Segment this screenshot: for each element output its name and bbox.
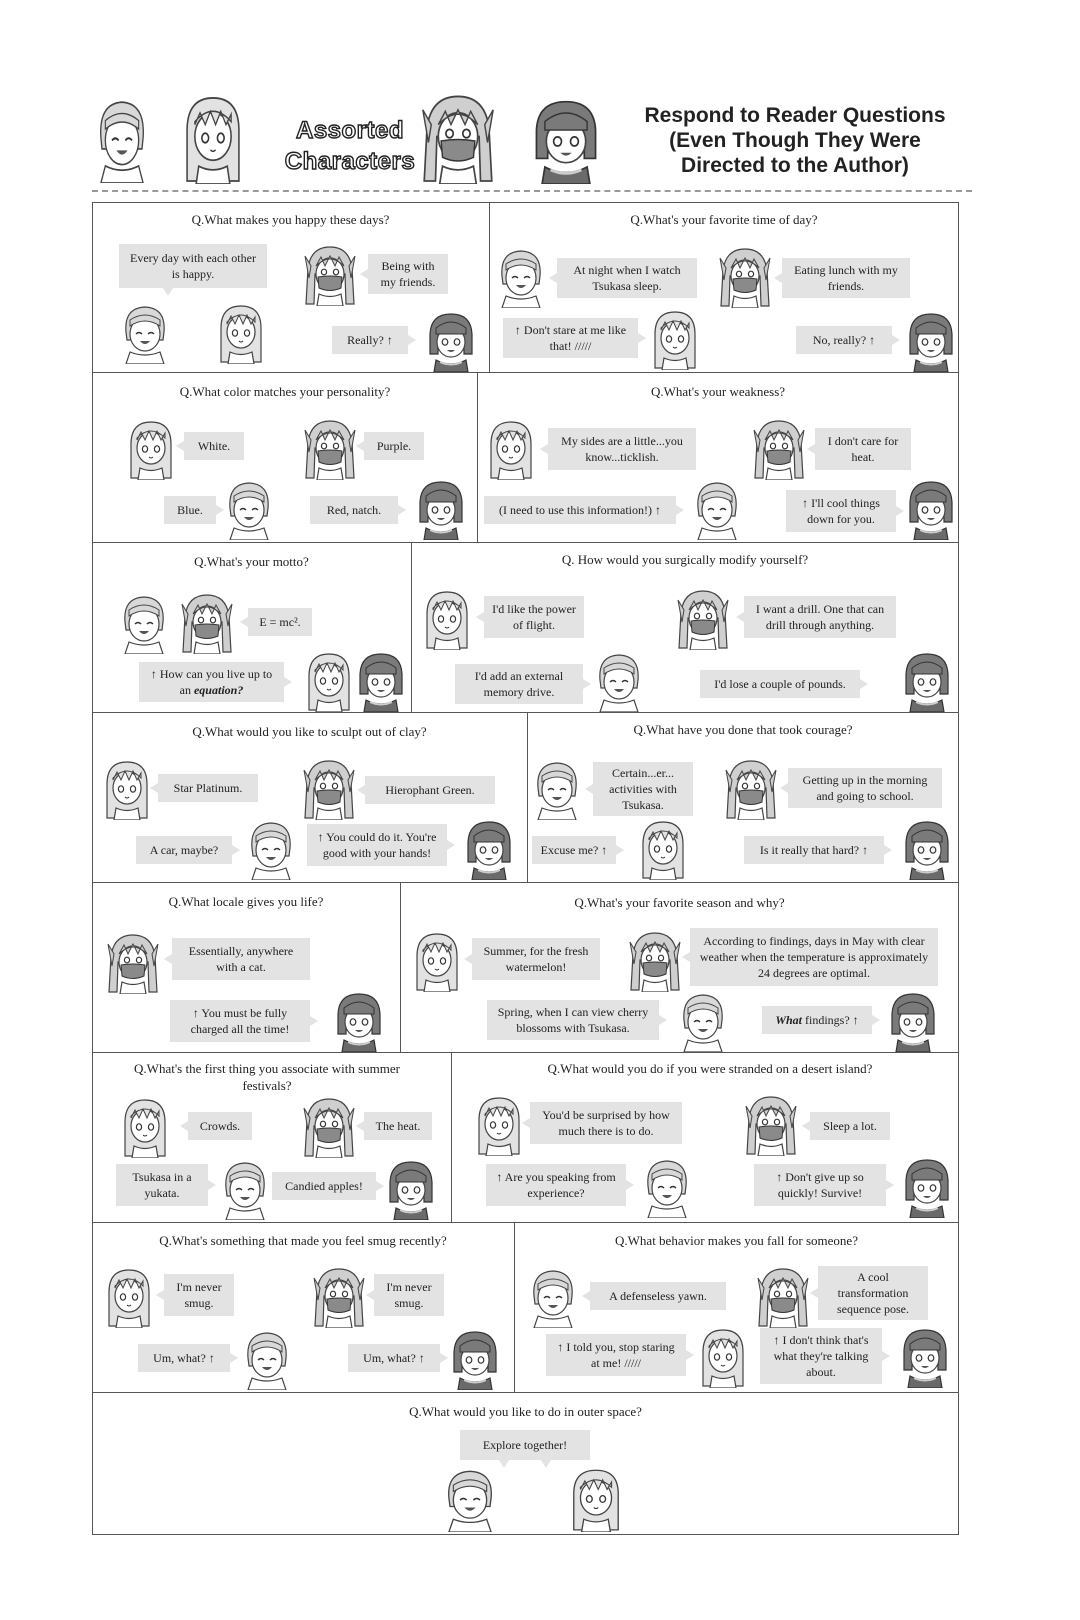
speech-bubble: E = mc². — [248, 608, 312, 636]
question-text: Q.What's something that made you feel smug recently? — [159, 1233, 447, 1248]
speech-bubble: The heat. — [364, 1112, 432, 1140]
character-bob-hair-icon — [900, 818, 954, 880]
speech-bubble: ↑ I told you, stop staring at me! ///// — [546, 1334, 686, 1376]
question-text: Q.What's the first thing you associate with summer festivals? — [134, 1061, 400, 1093]
speech-bubble: Hierophant Green. — [365, 776, 495, 804]
speech-bubble: Certain...er... activities with Tsukasa. — [593, 762, 693, 816]
character-masked-icon — [106, 932, 160, 994]
character-masked-icon — [303, 244, 357, 306]
character-long-hair-icon — [420, 588, 474, 650]
speech-bubble: ↑ You could do it. You're good with your hands! — [307, 824, 447, 866]
speech-bubble: A car, maybe? — [136, 836, 232, 864]
speech-bubble: Every day with each other is happy. — [119, 244, 267, 288]
character-short-hair-icon — [494, 246, 548, 308]
col-divider — [527, 712, 528, 882]
speech-bubble: Eating lunch with my friends. — [782, 258, 910, 298]
speech-bubble: Explore together! — [460, 1430, 590, 1460]
speech-bubble: According to findings, days in May with clear weather when the temperature is approximately 24 degrees are optimal. — [690, 928, 938, 986]
speech-bubble: I'd add an external memory drive. — [455, 664, 583, 704]
character-masked-icon — [718, 246, 772, 308]
speech-bubble: Candied apples! — [272, 1172, 376, 1200]
speech-bubble — [139, 662, 284, 702]
character-long-hair-icon — [302, 650, 356, 712]
question-text: Q. How would you surgically modify yourself? — [561, 552, 809, 567]
question-text: Q.What's your favorite season and why? — [574, 895, 785, 910]
character-bob-hair-icon — [900, 1156, 954, 1218]
speech-bubble: Blue. — [164, 496, 216, 524]
character-masked-icon — [756, 1266, 810, 1328]
character-short-hair-icon — [92, 95, 152, 183]
character-masked-icon — [303, 418, 357, 480]
character-short-hair-icon — [526, 1266, 580, 1328]
speech-bubble — [762, 1006, 872, 1034]
speech-bubble: My sides are a little...you know...ticklish. — [548, 428, 696, 470]
row-divider — [92, 712, 959, 713]
character-bob-hair-icon — [424, 310, 478, 372]
speech-bubble: I don't care for heat. — [815, 428, 911, 470]
question-text: Q.What would you like to do in outer space? — [409, 1404, 642, 1419]
header-divider — [92, 190, 972, 192]
question-text: Q.What locale gives you life? — [168, 894, 324, 909]
character-long-hair-icon — [102, 1266, 156, 1328]
row-divider — [92, 882, 959, 883]
speech-bubble: A cool transformation sequence pose. — [818, 1266, 928, 1320]
character-long-hair-icon — [472, 1094, 526, 1156]
character-bob-hair-icon — [332, 990, 386, 1052]
speech-bubble: Star Platinum. — [158, 774, 258, 802]
speech-bubble: Essentially, anywhere with a cat. — [172, 938, 310, 980]
speech-bubble: Red, natch. — [310, 496, 398, 524]
speech-bubble-text: ↑ How can you live up to an equation? — [150, 667, 273, 697]
character-long-hair-icon — [696, 1326, 750, 1388]
speech-bubble: I'd lose a couple of pounds. — [700, 670, 860, 698]
speech-bubble: Purple. — [364, 432, 424, 460]
character-short-hair-icon — [118, 302, 172, 364]
question-text: Q.What color matches your personality? — [179, 384, 391, 399]
character-masked-icon — [302, 758, 356, 820]
speech-bubble: ↑ You must be fully charged all the time! — [170, 1000, 310, 1042]
row-divider — [92, 1222, 959, 1223]
character-bob-hair-icon — [898, 1326, 952, 1388]
row-divider — [92, 372, 959, 373]
character-long-hair-icon — [484, 418, 538, 480]
speech-bubble: Is it really that hard? ↑ — [744, 836, 884, 864]
character-long-hair-icon — [118, 1096, 172, 1158]
question-text: Q.What's your motto? — [194, 554, 309, 569]
character-short-hair-icon — [592, 650, 646, 712]
character-masked-icon — [180, 592, 234, 654]
speech-bubble: Getting up in the morning and going to school. — [788, 768, 942, 808]
character-masked-icon — [312, 1266, 366, 1328]
question-text: Q.What's your favorite time of day? — [630, 212, 818, 227]
speech-bubble: White. — [184, 432, 244, 460]
speech-bubble: ↑ Don't give up so quickly! Survive! — [754, 1164, 886, 1206]
character-bob-hair-icon — [448, 1328, 502, 1390]
speech-bubble: Crowds. — [188, 1112, 252, 1140]
character-bob-hair-icon — [904, 478, 958, 540]
speech-bubble: (I need to use this information!) ↑ — [484, 496, 676, 524]
speech-bubble-text: What findings? ↑ — [775, 1013, 859, 1027]
col-divider — [400, 882, 401, 1052]
title-respond-line1: Respond to Reader Questions — [644, 104, 946, 127]
character-short-hair-icon — [440, 1466, 500, 1532]
character-long-hair-icon — [100, 758, 154, 820]
question-text: Q.What have you done that took courage? — [633, 722, 853, 737]
character-short-hair-icon — [690, 478, 744, 540]
speech-bubble: Spring, when I can view cherry blossoms with Tsukasa. — [487, 1000, 659, 1040]
speech-bubble: Um, what? ↑ — [138, 1344, 230, 1372]
row-divider — [92, 1052, 959, 1053]
question-text: Q.What would you do if you were stranded on a desert island? — [547, 1061, 873, 1076]
speech-bubble: No, really? ↑ — [796, 326, 892, 354]
character-long-hair-icon — [648, 308, 702, 370]
col-divider — [489, 202, 490, 372]
speech-bubble: ↑ I don't think that's what they're talking about. — [760, 1328, 882, 1384]
character-masked-icon — [744, 1094, 798, 1156]
character-masked-icon — [752, 418, 806, 480]
question-text: Q.What would you like to sculpt out of clay? — [192, 724, 427, 739]
character-long-hair-icon — [636, 818, 690, 880]
character-bob-hair-icon — [462, 818, 516, 880]
character-bob-hair-icon — [528, 96, 604, 184]
character-bob-hair-icon — [886, 990, 940, 1052]
character-masked-icon — [628, 930, 682, 992]
character-long-hair-icon — [410, 930, 464, 992]
character-bob-hair-icon — [900, 650, 954, 712]
character-short-hair-icon — [676, 990, 730, 1052]
title-assorted-line1: Assorted — [295, 117, 405, 144]
speech-bubble: Being with my friends. — [368, 254, 448, 294]
col-divider — [451, 1052, 452, 1222]
character-long-hair-icon — [566, 1466, 626, 1532]
speech-bubble: I'm never smug. — [164, 1274, 234, 1316]
character-short-hair-icon — [240, 1328, 294, 1390]
title-respond-line2: (Even Though They Were — [669, 129, 921, 152]
speech-bubble: ↑ Don't stare at me like that! ///// — [503, 318, 638, 358]
character-bob-hair-icon — [354, 650, 408, 712]
character-short-hair-icon — [244, 818, 298, 880]
title-assorted-characters — [275, 115, 425, 177]
title-assorted-line2: Characters — [284, 148, 416, 175]
speech-bubble: Excuse me? ↑ — [532, 836, 616, 864]
character-long-hair-icon — [124, 418, 178, 480]
character-bob-hair-icon — [414, 478, 468, 540]
character-short-hair-icon — [640, 1156, 694, 1218]
speech-bubble: I'd like the power of flight. — [484, 596, 584, 638]
character-long-hair-icon — [214, 302, 268, 364]
character-short-hair-icon — [222, 478, 276, 540]
question-text: Q.What's your weakness? — [650, 384, 786, 399]
speech-bubble: At night when I watch Tsukasa sleep. — [557, 258, 697, 298]
character-masked-icon — [420, 92, 496, 184]
speech-bubble: You'd be surprised by how much there is to do. — [530, 1102, 682, 1144]
speech-bubble: A defenseless yawn. — [590, 1282, 726, 1310]
title-respond-to-reader-questions — [630, 103, 960, 178]
speech-bubble: Um, what? ↑ — [348, 1344, 440, 1372]
character-bob-hair-icon — [904, 310, 958, 372]
character-masked-icon — [302, 1096, 356, 1158]
title-respond-line3: Directed to the Author) — [681, 154, 909, 177]
row-divider — [92, 542, 959, 543]
character-short-hair-icon — [117, 592, 171, 654]
speech-bubble: ↑ I'll cool things down for you. — [786, 490, 896, 532]
speech-bubble: ↑ Are you speaking from experience? — [486, 1164, 626, 1206]
speech-bubble: Really? ↑ — [332, 326, 408, 354]
speech-bubble: I'm never smug. — [374, 1274, 444, 1316]
character-short-hair-icon — [530, 758, 584, 820]
col-divider — [514, 1222, 515, 1392]
character-short-hair-icon — [218, 1158, 272, 1220]
speech-bubble: I want a drill. One that can drill through anything. — [744, 596, 896, 638]
question-text: Q.What makes you happy these days? — [191, 212, 390, 227]
character-bob-hair-icon — [384, 1158, 438, 1220]
col-divider — [477, 372, 478, 542]
col-divider — [411, 542, 412, 712]
character-masked-icon — [724, 758, 778, 820]
character-long-hair-icon — [178, 92, 248, 184]
speech-bubble: Sleep a lot. — [810, 1112, 890, 1140]
row-divider — [92, 1392, 959, 1393]
character-masked-icon — [676, 588, 730, 650]
question-text: Q.What behavior makes you fall for someone? — [615, 1233, 858, 1248]
speech-bubble: Tsukasa in a yukata. — [116, 1164, 208, 1206]
speech-bubble: Summer, for the fresh watermelon! — [472, 938, 600, 980]
